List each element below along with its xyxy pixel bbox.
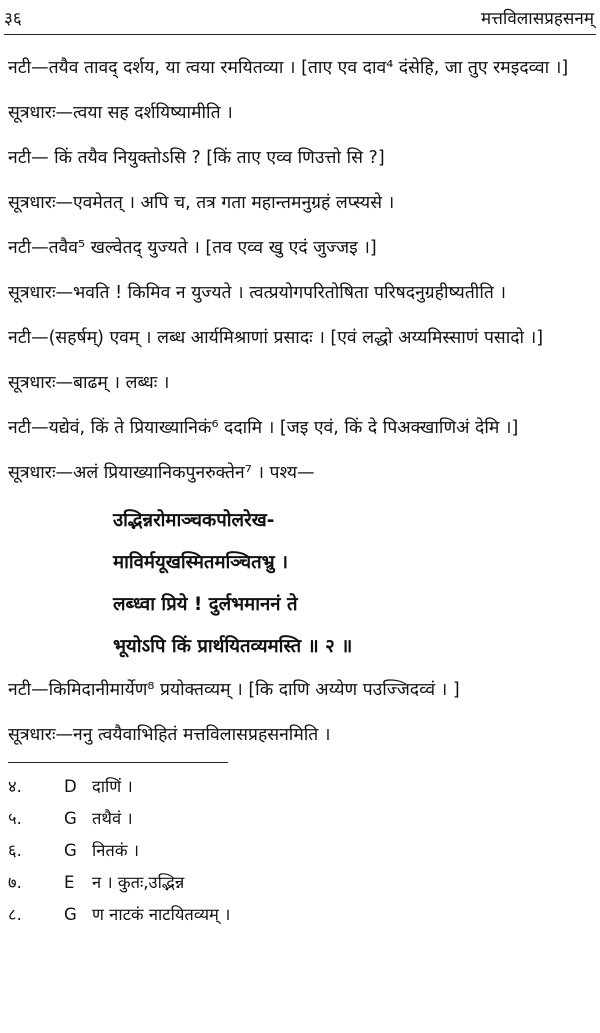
dialogue-line: नटी—यद्येवं, किं ते प्रियाख्यानिकं⁶ ददामि । [जइ एवं, किं दे पिअक्खाणिअं देमि ।] [8, 418, 519, 438]
footnote [8, 771, 592, 803]
footnote [8, 867, 592, 899]
footnote-number: ६. [8, 841, 22, 860]
footnote-number: ७. [8, 873, 22, 892]
verse-line: लब्ध्वा प्रिये ! दुर्लभमाननं ते [113, 594, 298, 615]
dialogue-line: नटी—(सहर्षम्) एवम् । लब्ध आर्यमिश्राणां प्रसादः । [एवं लद्धो अय्यमिस्साणं पसादो ।] [8, 328, 544, 348]
footnote-number: ८. [8, 905, 22, 924]
footnote [8, 835, 592, 867]
footnote-text: नितकं । [92, 841, 140, 860]
footnote [8, 803, 592, 835]
dialogue-line: नटी—किमिदानीमार्येण⁸ प्रयोक्तव्यम् । [कि दाणि अय्येण पउज्जिदव्वं । ] [8, 680, 460, 700]
page-number: ३६ [4, 9, 22, 29]
page-body [8, 50, 592, 931]
footnote-text: ण नाटकं नाटयितव्यम् । [92, 905, 231, 924]
footnote-rule [8, 762, 228, 763]
header-rule [4, 34, 596, 35]
dialogue-line: सूत्रधारः—ननु त्वयैवाभिहितं मत्तविलासप्रहसनमिति । [8, 725, 331, 745]
running-title: मत्तविलासप्रहसनम् [481, 9, 594, 29]
footnote-manuscript: G [64, 905, 77, 924]
footnote-manuscript: G [64, 809, 77, 828]
dialogue-line: सूत्रधारः—अलं प्रियाख्यानिकपुनरुक्तेन⁷ । पश्य— [8, 463, 315, 483]
dialogue-line: सूत्रधारः—त्वया सह दर्शयिष्यामीति । [8, 103, 233, 123]
footnote-text: न । कुतः,उद्भिन्न [92, 873, 185, 892]
footnote-manuscript: D [64, 777, 77, 796]
verse-line: माविर्मयूखस्मितमञ्चितभ्रु । [113, 552, 289, 573]
dialogue-line: सूत्रधारः—भवति ! किमिव न युज्यते । त्वत्प्रयोगपरितोषिता परिषदनुग्रहीष्यतीति । [8, 283, 507, 303]
verse-line: उद्भिन्नरोमाञ्चकपोलरेख- [113, 510, 275, 531]
footnote [8, 899, 592, 931]
footnote-text: दाणिं । [92, 777, 133, 796]
dialogue-line: नटी—तयैव तावद् दर्शय, या त्वया रमयितव्या । [ताए एव दाव⁴ दंसेहि, जा तुए रमइदव्वा ।] [8, 58, 569, 78]
dialogue-line: सूत्रधारः—बाढम् । लब्धः । [8, 373, 170, 393]
dialogue-line: नटी—तवैव⁵ खल्वेतद् युज्यते । [तव एव्व खु एदं जुज्जइ ।] [8, 238, 377, 258]
verse-line: भूयोऽपि किं प्रार्थयितव्यमस्ति ॥ २ ॥ [113, 636, 353, 657]
footnote-manuscript: E [64, 873, 75, 892]
footnote-text: तथैवं । [92, 809, 133, 828]
page-header [4, 6, 594, 32]
footnote-manuscript: G [64, 841, 77, 860]
dialogue-line: नटी— किं तयैव नियुक्तोऽसि ? [किं ताए एव्व णिउत्तो सि ?] [8, 148, 385, 168]
footnote-number: ५. [8, 809, 22, 828]
dialogue-line: सूत्रधारः—एवमेतत् । अपि च, तत्र गता महान्तमनुग्रहं लप्स्यसे । [8, 193, 395, 213]
footnote-number: ४. [8, 777, 22, 796]
verse-block [113, 500, 592, 668]
